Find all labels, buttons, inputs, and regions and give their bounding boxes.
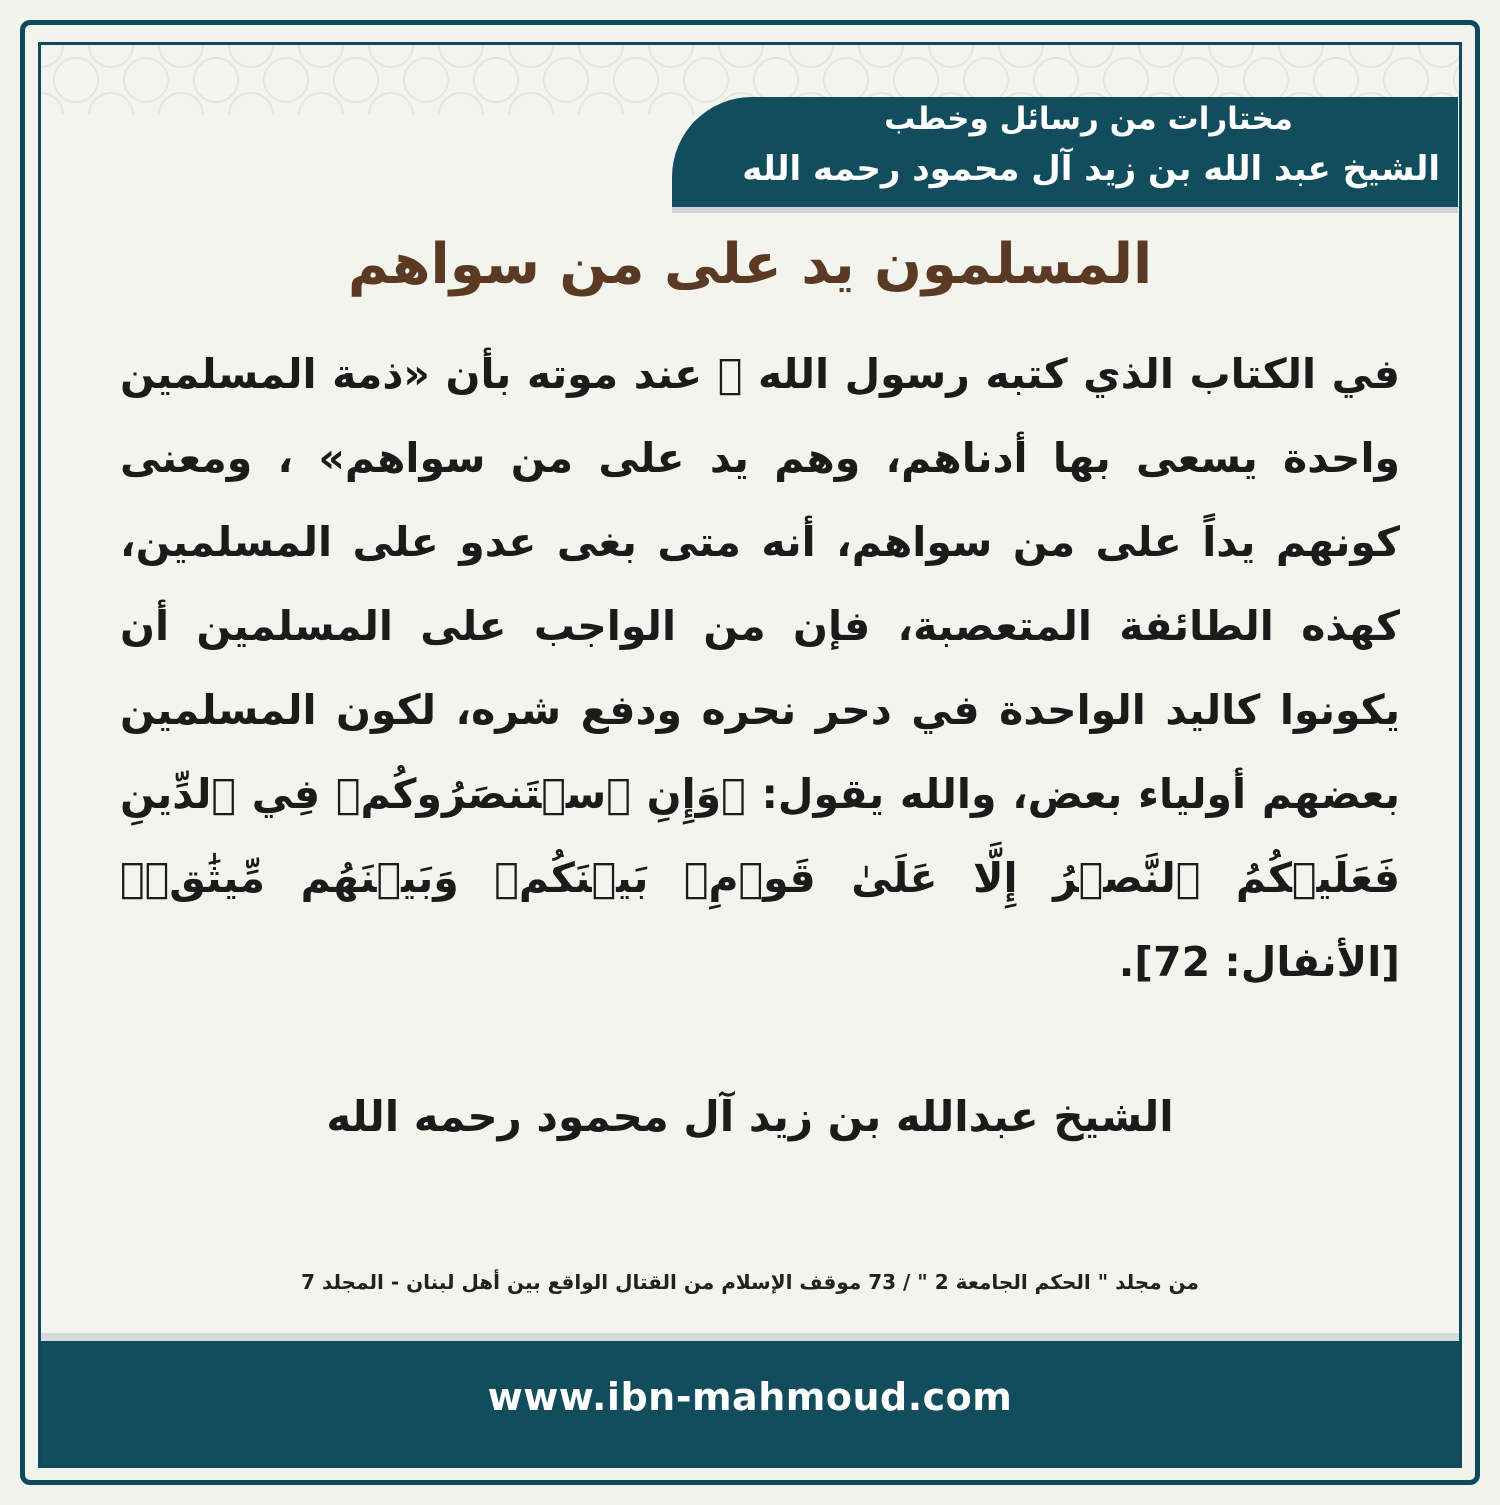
footer-bar xyxy=(41,1341,1459,1465)
author-signature: الشيخ عبدالله بن زيد آل محمود رحمه الله xyxy=(326,1092,1174,1141)
website-url[interactable]: www.ibn-mahmoud.com xyxy=(487,1375,1013,1419)
header-series-title: مختارات من رسائل وخطب xyxy=(884,101,1293,137)
page-title: المسلمون يد على من سواهم xyxy=(347,232,1153,297)
header-banner xyxy=(672,97,1458,207)
source-citation: من مجلد " الحكم الجامعة 2 " / 73 موقف الإسلام من القتال الواقع بين أهل لبنان - المجلد 7 xyxy=(301,1270,1199,1294)
header-author-name: الشيخ عبد الله بن زيد آل محمود رحمه الله xyxy=(742,149,1440,189)
body-paragraph: في الكتاب الذي كتبه رسول الله ﷺ عند موته بأن «ذمة المسلمين واحدة يسعى بها أدناهم، وهم يد على من سواهم» ، ومعنى كونهم يداً على من سواهم، أنه متى بغى عدو على المسلمين، كهذه الطائفة المتعصبة، فإن من الواجب على المسلمين أن يكونوا كاليد الواحدة في دحر نحره ودفع شره، لكون المسلمين بعضهم أولياء بعض، والله يقول: ﴿وَإِنِ ٱسۡتَنصَرُوكُمۡ فِي ٱلدِّينِ فَعَلَيۡكُمُ ٱلنَّصۡرُ إِلَّا عَلَىٰ قَوۡمِۭ بَيۡنَكُمۡ وَبَيۡنَهُم مِّيثَٰقٞ﴾ [الأنفال: 72]. xyxy=(120,350,1400,986)
footer-divider xyxy=(41,1333,1459,1341)
